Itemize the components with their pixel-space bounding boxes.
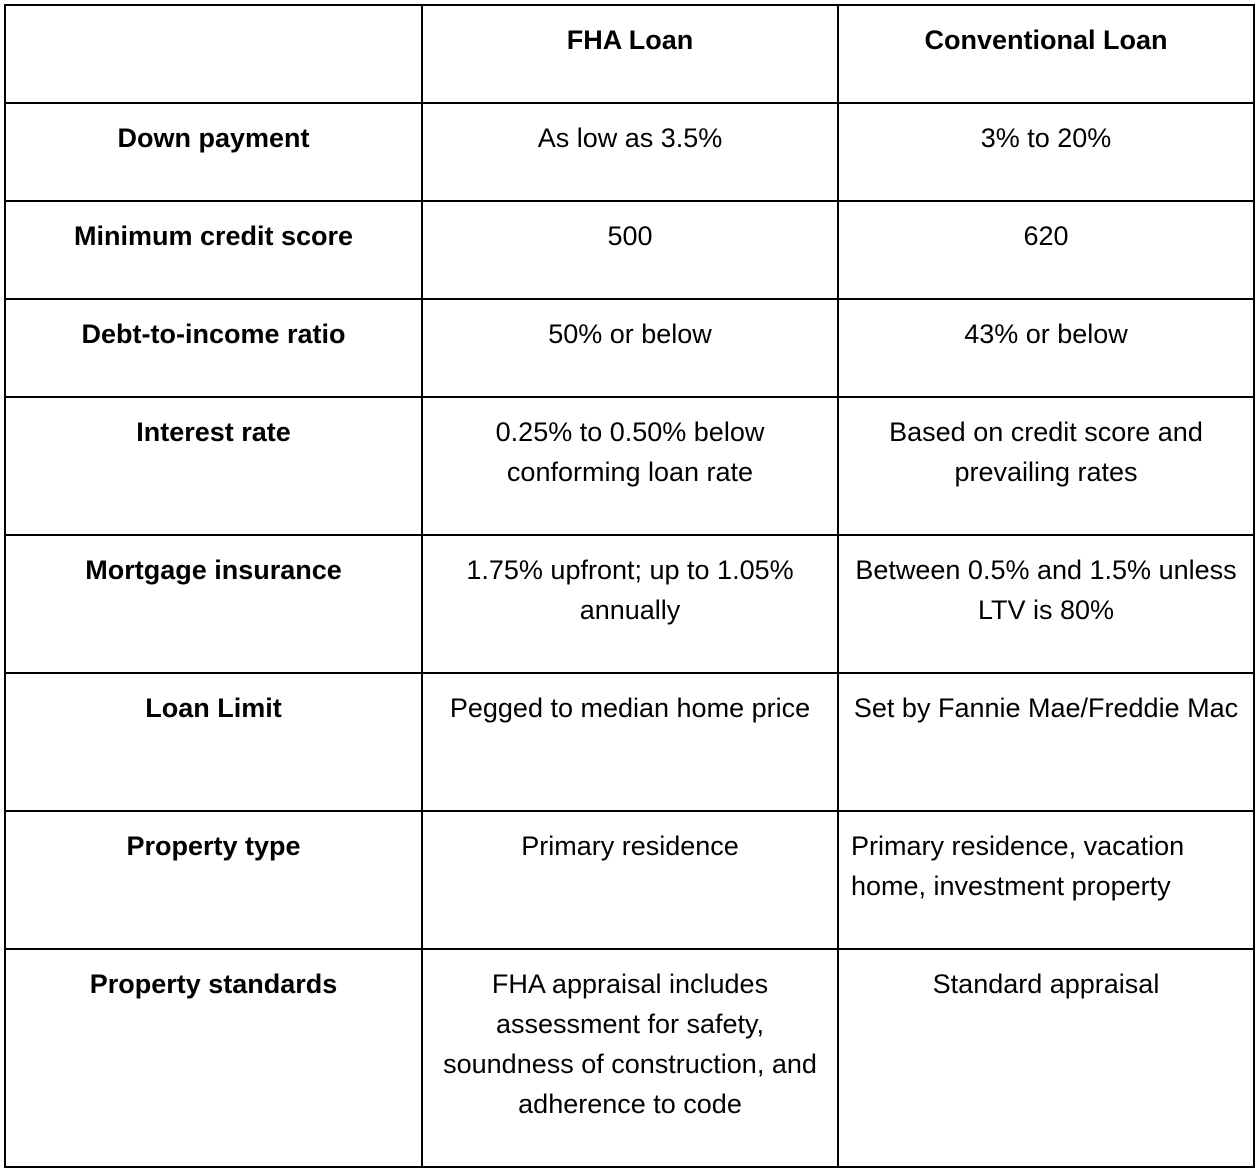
table-row xyxy=(5,103,1254,201)
cell-fha-down-payment: As low as 3.5% xyxy=(422,103,838,201)
row-label-property-type: Property type xyxy=(5,811,422,949)
cell-fha-property-type: Primary residence xyxy=(422,811,838,949)
cell-fha-mortgage-insurance: 1.75% upfront; up to 1.05% annually xyxy=(422,535,838,673)
cell-conventional-mortgage-insurance: Between 0.5% and 1.5% unless LTV is 80% xyxy=(838,535,1254,673)
cell-fha-interest-rate: 0.25% to 0.50% below conforming loan rate xyxy=(422,397,838,535)
cell-fha-minimum-credit-score: 500 xyxy=(422,201,838,299)
cell-conventional-debt-to-income-ratio: 43% or below xyxy=(838,299,1254,397)
row-label-minimum-credit-score: Minimum credit score xyxy=(5,201,422,299)
cell-conventional-down-payment: 3% to 20% xyxy=(838,103,1254,201)
table-row xyxy=(5,535,1254,673)
row-label-mortgage-insurance: Mortgage insurance xyxy=(5,535,422,673)
comparison-table-wrapper xyxy=(4,4,1255,1168)
loan-comparison-table xyxy=(4,4,1255,1168)
header-row xyxy=(5,5,1254,103)
table-row xyxy=(5,949,1254,1167)
row-label-loan-limit: Loan Limit xyxy=(5,673,422,811)
row-label-property-standards: Property standards xyxy=(5,949,422,1167)
cell-conventional-interest-rate: Based on credit score and prevailing rates xyxy=(838,397,1254,535)
table-row xyxy=(5,299,1254,397)
cell-fha-property-standards: FHA appraisal includes assessment for safety, soundness of construction, and adherence to code xyxy=(422,949,838,1167)
row-label-debt-to-income-ratio: Debt-to-income ratio xyxy=(5,299,422,397)
cell-conventional-minimum-credit-score: 620 xyxy=(838,201,1254,299)
table-row xyxy=(5,811,1254,949)
table-row xyxy=(5,397,1254,535)
cell-conventional-loan-limit: Set by Fannie Mae/Freddie Mac xyxy=(838,673,1254,811)
header-conventional-loan: Conventional Loan xyxy=(838,5,1254,103)
table-row xyxy=(5,201,1254,299)
cell-fha-loan-limit: Pegged to median home price xyxy=(422,673,838,811)
header-fha-loan: FHA Loan xyxy=(422,5,838,103)
cell-conventional-property-standards: Standard appraisal xyxy=(838,949,1254,1167)
row-label-down-payment: Down payment xyxy=(5,103,422,201)
header-corner-cell xyxy=(5,5,422,103)
table-row xyxy=(5,673,1254,811)
row-label-interest-rate: Interest rate xyxy=(5,397,422,535)
cell-fha-debt-to-income-ratio: 50% or below xyxy=(422,299,838,397)
cell-conventional-property-type: Primary residence, vacation home, investment property xyxy=(838,811,1254,949)
